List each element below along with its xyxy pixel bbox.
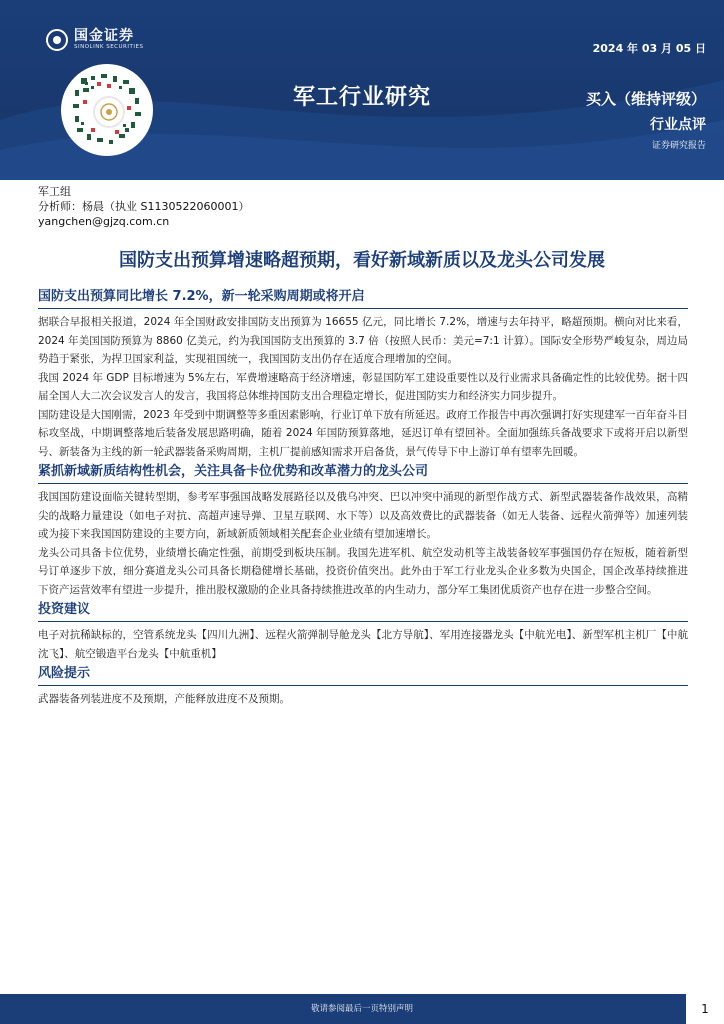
logo-mark-icon [46,29,68,51]
report-type: 证券研究报告 [651,141,706,151]
analyst-email[interactable]: yangchen@gjzq.com.cn [38,215,170,228]
logo-text-en: SINOLINK SECURITIES [74,44,144,50]
page-number: 1 [686,994,724,1024]
section-heading-budget: 国防支出预算同比增长 7.2%，新一轮采购周期或将开启 [38,288,688,309]
paragraph: 我国国防建设面临关键转型期，参考军事强国战略发展路径以及俄乌冲突、巴以冲突中涌现的新型作战方式、新型武器装备作战效果，高精尖的战略力量建设（如电子对抗、高超声速导弹、卫星互联网、水下等）以及高效费比的武器装备（如无人装备、远程火箭弹等）加速列装或为接下来我国国防建设的主要方向，新域新质领域相关配套企业业绩有望加速增长。 [38,491,688,540]
paragraph: 龙头公司具备卡位优势，业绩增长确定性强，前期受到板块压制。我国先进军机、航空发动机等主战装备较军事强国仍存在短板，随着新型号订单逐步下放，细分赛道龙头公司具备长期稳健增长基础，投资价值突出。此外由于军工行业龙头企业多数为央国企，国企改革持续推进下资产运营效率有望进一步提升，推出股权激励的企业具备持续推进改革的内生动力，部分军工集团优质资产也存在进一步整合空间。 [38,546,688,596]
paragraph: 据联合早报相关报道，2024 年全国财政安排国防支出预算为 16655 亿元，同比增长 7.2%，增速与去年持平，略超预期。横向对比来看，2024 年美国国防预算为 8860 亿美元，约为我国国防支出预算的 3.7 倍（按照人民币：美元=7:1 计算）。国际安全形势严峻复杂，周边局势趋于紧张，为捍卫国家利益，实现祖国统一，我国国防支出仍存在适度合理增加的空间。 [38,316,688,365]
paragraph: 电子对抗稀缺标的，空管系统龙头【四川九洲】、远程火箭弹制导舱龙头【北方导航】、军用连接器龙头【中航光电】、新型军机主机厂【中航沈飞】、航空锻造平台龙头【中航重机】 [38,629,688,660]
report-header [0,0,724,180]
section-heading-investment: 投资建议 [38,601,688,622]
logo-text-cn: 国金证券 [74,28,134,44]
rating: 买入（维持评级） [585,90,706,108]
main-title: 国防支出预算增速略超预期，看好新域新质以及龙头公司发展 [119,250,605,271]
section-heading-risk: 风险提示 [38,665,688,686]
report-title: 军工行业研究 [292,85,431,110]
paragraph: 我国 2024 年 GDP 目标增速为 5%左右，军费增速略高于经济增速，彰显国防军工建设重要性以及行业需求具备确定性的比较优势。据十四届全国人大二次会议发言人的发言，我国将总体维持国防支出合理稳定增长，促进国防实力和经济实力同步提升。 [38,371,688,402]
paragraph: 国防建设是大国刚需，2023 年受到中期调整等多重因素影响，行业订单下放有所延迟。政府工作报告中再次强调打好实现建军一百年奋斗目标攻坚战，中期调整落地后装备发展思路明确，随着 2024 年国防预算落地，延迟订单有望回补。全面加强练兵备战要求下或将开启以新型号、新装备为主线的新一轮武器装备采购周期，主机厂提前感知需求开启备货，景气传导下中上游订单有望率先回暖。 [38,408,688,458]
analyst-name: 分析师：杨晨（执业 S1130522060001） [38,200,250,213]
analyst-info [38,184,249,229]
company-logo [46,28,143,51]
report-category: 行业点评 [650,117,706,133]
page-footer [0,994,724,1024]
footer-disclaimer[interactable]: 敬请参阅最后一页特别声明 [310,1004,413,1014]
report-body [38,286,688,709]
analyst-group: 军工组 [38,185,71,198]
paragraph: 武器装备列装进度不及预期，产能释放进度不及预期。 [38,693,290,705]
section-heading-opportunity: 紧抓新域新质结构性机会，关注具备卡位优势和改革潜力的龙头公司 [38,463,688,484]
report-date: 2024 年 03 月 05 日 [592,42,706,55]
